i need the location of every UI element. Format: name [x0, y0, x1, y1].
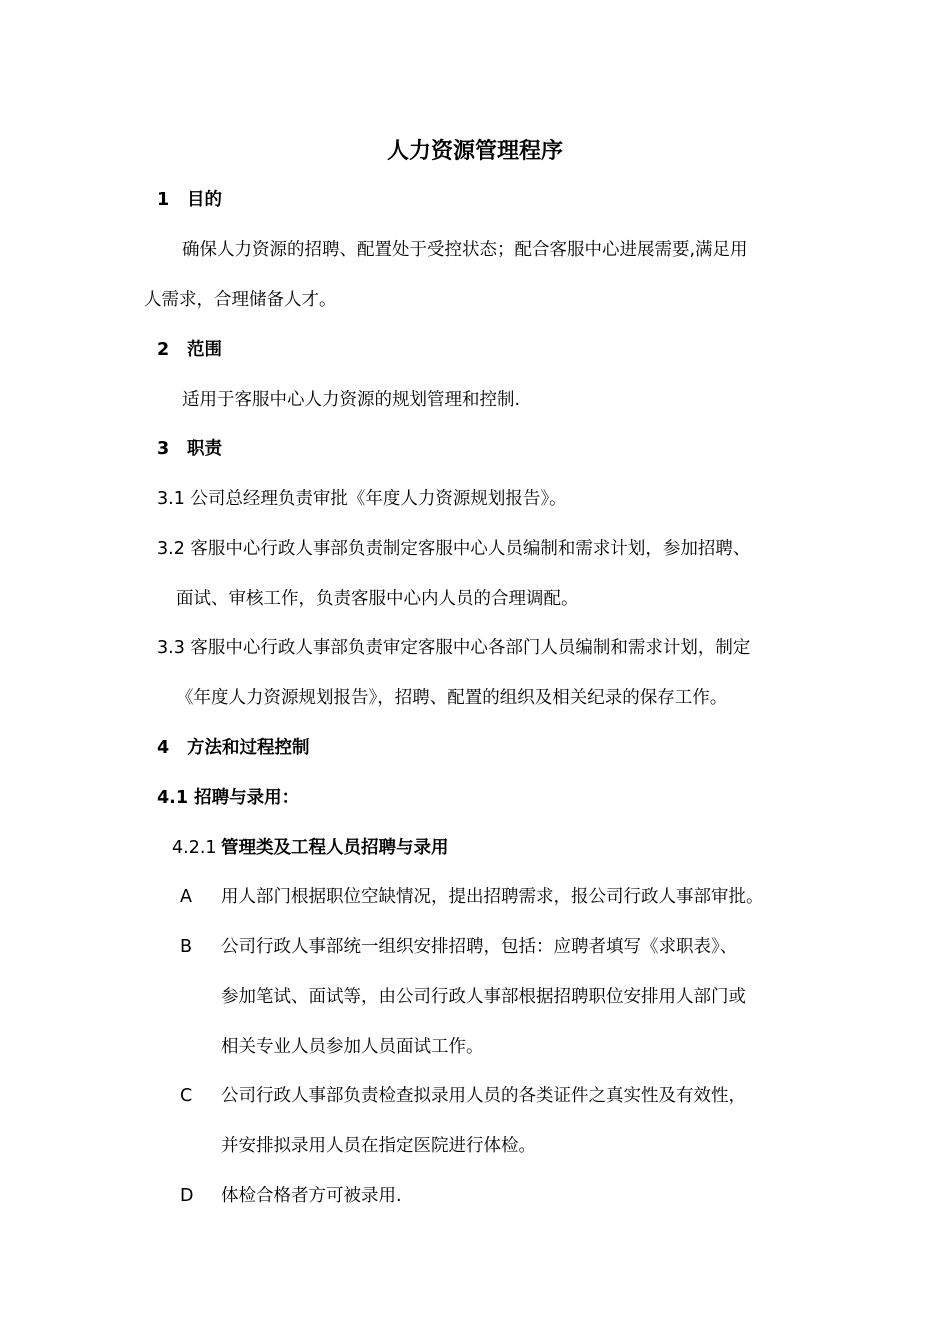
- list-item-line: 相关专业人员参加人员面试工作。: [221, 1037, 484, 1057]
- section-number: 4: [157, 738, 170, 758]
- section-2-heading: [157, 338, 222, 362]
- list-item-line: 参加笔试、面试等，由公司行政人事部根据招聘职位安排用人部门或: [221, 987, 746, 1007]
- list-marker: A: [180, 887, 192, 907]
- section-1-heading: [157, 188, 222, 212]
- section-title: 方法和过程控制: [187, 738, 310, 758]
- section-4-heading: [157, 736, 310, 760]
- section-3-heading: [157, 437, 222, 461]
- subsection-4-1-heading: 4.1 招聘与录用：: [157, 788, 300, 808]
- section-number: 3: [157, 439, 170, 459]
- list-item-line: 体检合格者方可被录用.: [221, 1186, 402, 1206]
- section-number: 2: [157, 340, 170, 360]
- paragraph-line: 人需求，合理储备人才。: [144, 290, 337, 310]
- list-item-line: 并安排拟录用人员在指定医院进行体检。: [221, 1136, 536, 1156]
- list-marker: C: [180, 1086, 193, 1106]
- section-title: 范围: [187, 340, 222, 360]
- list-item-line: 公司行政人事部统一组织安排招聘，包括：应聘者填写《求职表》、: [221, 937, 738, 957]
- clause-3-3-line-1: 3.3 客服中心行政人事部负责审定客服中心各部门人员编制和需求计划，制定: [157, 638, 751, 658]
- clause-3-2-line-2: 面试、审核工作，负责客服中心内人员的合理调配。: [176, 589, 579, 609]
- subsection-number: 4.2.1: [172, 838, 217, 858]
- list-item-line: 公司行政人事部负责检查拟录用人员的各类证件之真实性及有效性，: [221, 1086, 746, 1106]
- paragraph-line: 确保人力资源的招聘、配置处于受控状态；配合客服中心进展需要,满足用: [182, 240, 748, 260]
- subsection-title: 管理类及工程人员招聘与录用: [221, 838, 449, 858]
- paragraph-line: 适用于客服中心人力资源的规划管理和控制.: [182, 390, 521, 410]
- list-marker: B: [180, 937, 193, 957]
- section-title: 职责: [187, 439, 222, 459]
- list-marker: D: [180, 1186, 194, 1206]
- section-title: 目的: [187, 190, 222, 210]
- clause-3-1: 3.1 公司总经理负责审批《年度人力资源规划报告》。: [157, 489, 567, 509]
- clause-3-2-line-1: 3.2 客服中心行政人事部负责制定客服中心人员编制和需求计划，参加招聘、: [157, 539, 751, 559]
- section-number: 1: [157, 190, 170, 210]
- document-title: 人力资源管理程序: [386, 139, 563, 164]
- subsection-4-2-1-heading: [172, 836, 449, 860]
- clause-3-3-line-2: 《年度人力资源规划报告》，招聘、配置的组织及相关纪录的保存工作。: [176, 688, 728, 708]
- list-item-line: 用人部门根据职位空缺情况，提出招聘需求，报公司行政人事部审批。: [221, 887, 764, 907]
